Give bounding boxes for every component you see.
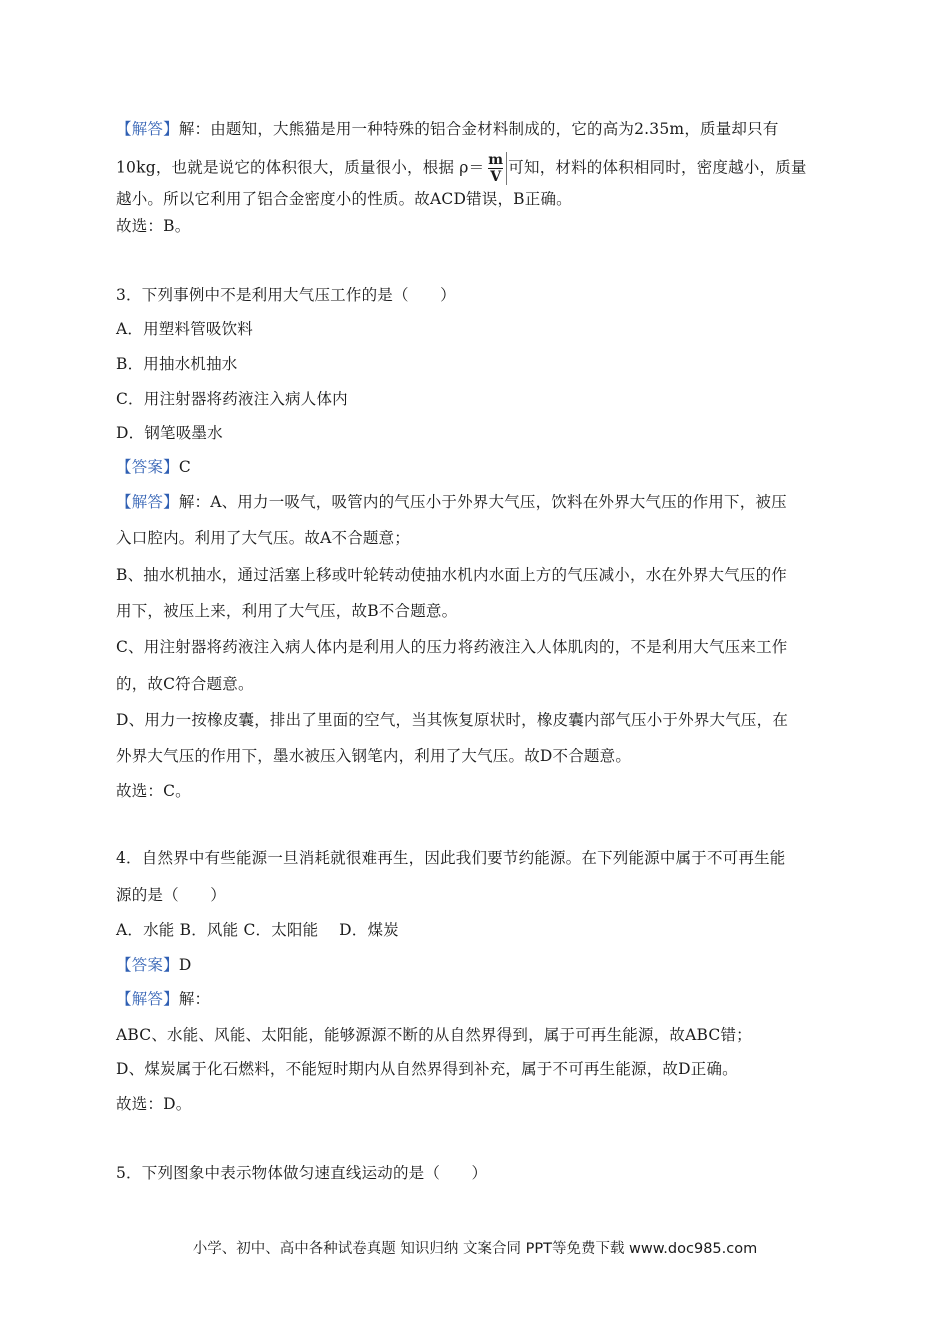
- q4-stem-line-2: 源的是（ ）: [116, 886, 226, 904]
- q3-answer: C: [178, 458, 191, 476]
- q2-analysis-line-2: [116, 152, 846, 185]
- q4-choose: 故选：D。: [116, 1095, 192, 1113]
- q4-analysis-line-2: ABC、水能、风能、太阳能，能够源源不断的从自然界得到，属于可再生能源，故ABC错；: [116, 1026, 752, 1044]
- q3-analysis-line-3: B、抽水机抽水，通过活塞上移或叶轮转动使抽水机内水面上方的气压减小，水在外界大气压的作: [116, 566, 787, 584]
- analysis-tag: 【解答】: [116, 990, 179, 1008]
- density-formula: [485, 152, 507, 185]
- q2-analysis-line-1: [116, 118, 846, 140]
- q2-analysis-text-1: 解：由题知，大熊猫是用一种特殊的铝合金材料制成的，它的高为2.35m，质量却只有: [178, 120, 779, 138]
- q4-analysis-line-3: D、煤炭属于化石燃料，不能短时期内从自然界得到补充，属于不可再生能源，故D正确。: [116, 1060, 738, 1078]
- q4-analysis-line-1: [116, 988, 846, 1010]
- formula-denominator: V: [490, 169, 502, 185]
- q4-options: A．水能 B．风能 C．太阳能 D．煤炭: [116, 921, 399, 939]
- q3-analysis-line-8: 外界大气压的作用下，墨水被压入钢笔内，利用了大气压。故D不合题意。: [116, 747, 632, 765]
- q2-analysis-text-2b: 可知，材料的体积相同时，密度越小，质量: [508, 158, 807, 177]
- q3-analysis-line-2: 入口腔内。利用了大气压。故A不合题意；: [116, 529, 410, 547]
- q2-choose: 故选：B。: [116, 217, 191, 235]
- page-footer: 小学、初中、高中各种试卷真题 知识归纳 文案合同 PPT等免费下载 www.doc985.com: [192, 1241, 758, 1257]
- q3-choose: 故选：C。: [116, 782, 191, 800]
- q4-answer-line: [116, 954, 846, 976]
- q3-analysis-line-7: D、用力一按橡皮囊，排出了里面的空气，当其恢复原状时，橡皮囊内部气压小于外界大气压，在: [116, 711, 789, 729]
- q4-answer: D: [178, 956, 192, 974]
- q3-analysis-line-1: [116, 491, 846, 513]
- q3-analysis-line-4: 用下，被压上来，利用了大气压，故B不合题意。: [116, 602, 458, 620]
- q3-option-c: C．用注射器将药液注入病人体内: [116, 390, 348, 408]
- answer-tag: 【答案】: [116, 956, 179, 974]
- q2-analysis-line-3: 越小。所以它利用了铝合金密度小的性质。故ACD错误，B正确。: [116, 190, 572, 208]
- answer-tag: 【答案】: [116, 458, 179, 476]
- q4-analysis-text-1: 解：: [178, 990, 211, 1008]
- q4-stem-line-1: 4．自然界中有些能源一旦消耗就很难再生，因此我们要节约能源。在下列能源中属于不可再生能: [116, 849, 786, 867]
- analysis-tag: 【解答】: [116, 493, 179, 511]
- q2-analysis-text-2a: 10kg，也就是说它的体积很大，质量很小，根据 ρ＝: [116, 158, 485, 177]
- q3-stem: 3．下列事例中不是利用大气压工作的是（ ）: [116, 286, 456, 304]
- q5-stem: 5．下列图象中表示物体做匀速直线运动的是（ ）: [116, 1164, 488, 1182]
- q3-analysis-text-1: 解：A、用力一吸气，吸管内的气压小于外界大气压，饮料在外界大气压的作用下，被压: [178, 493, 787, 511]
- q3-analysis-line-5: C、用注射器将药液注入病人体内是利用人的压力将药液注入人体肌肉的，不是利用大气压来工作: [116, 638, 788, 656]
- formula-numerator: m: [488, 152, 504, 168]
- q3-analysis-line-6: 的，故C符合题意。: [116, 675, 254, 693]
- q3-option-a: A．用塑料管吸饮料: [116, 320, 253, 338]
- q3-answer-line: [116, 456, 846, 478]
- q3-option-b: B．用抽水机抽水: [116, 355, 238, 373]
- analysis-tag: 【解答】: [116, 120, 179, 138]
- q3-option-d: D．钢笔吸墨水: [116, 424, 223, 442]
